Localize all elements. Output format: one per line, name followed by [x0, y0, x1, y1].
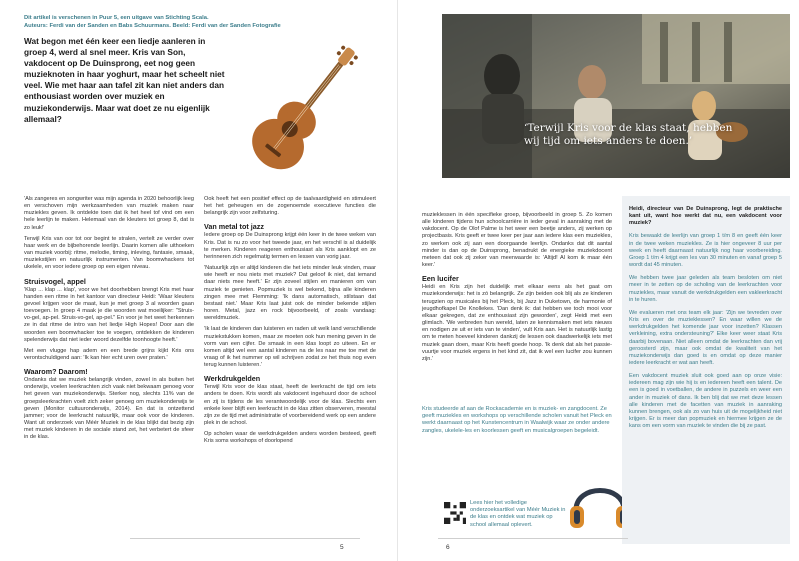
article-column-2	[204, 196, 376, 450]
sidebar-paragraph: Een vakdocent muziek sluit ook goed aan op onze visie: iedereen mag zijn wie hij is en iedereen heeft een talent. De een is goed in voetballen, de andere in puzzels en weer een ander in muziek of dans. Ik ben blij dat we met deze lessen alle kinderen met de facetten van muziek in aanraking kunnen brengen, ook als zo van huis uit de mogelijkheid niet krijgen. Er is meer dan popmuziek en hiermee krijgen ze de kans om een vorm van muziek te vinden die bij ze past.	[629, 373, 782, 430]
article-column-3	[422, 212, 612, 367]
paragraph: Ook heeft het een positief effect op de taalvaardigheid en stimuleert het het geheugen en de zogenoemde executieve functies die belangrijk zijn voor zelfsturing.	[204, 196, 376, 217]
footer-rule	[438, 538, 628, 539]
article-column-1	[24, 196, 194, 446]
paragraph: 'Klap ... klap ... klap', voor we het doorhebben brengt Kris met haar handen een ritme in het kantoor van directeur Heidi: 'Waar kleuters gevoel krijgen voor de maat, kun je met groep 3 al woorden gaan toevoegen. In groep 4 maak je die woorden wat moeilijker: "Struis-vo-gel, ap-pel. Struis-vo-gel, ap-pel." En voor je het weet herkennen ze in dat ritme de intro van het liedje High Hopes! Door aan die woorden een boomwhacker toe te voegen, ontdekken de kinderen spelenderwijs dat niet ieder woord dezelfde toonhoogte heeft.'	[24, 286, 194, 343]
paragraph: 'Ik laat de kinderen dan luisteren en raden uit welk land verschillende muziekstukken komen, maar ze moeten ook hun mening geven in de vorm van een cijfer. De smaak in een klas loopt zo uiteen. En er komen altijd wel een aantal kinderen na de les naar me toe met de vraag of ik het nummer op wil schrijven zodat ze het thuis nog even terug kunnen luisteren.'	[204, 326, 376, 369]
intro-paragraph: Wat begon met één keer een liedje aanleren in groep 4, werd al snel meer. Kris van Son, vakdocent op De Duinsprong, eet nog geen muzieknoten in haar yoghurt, maar het scheelt niet veel. Wie met haar aan tafel zit kan niet anders dan enthousiast worden over muziek en muziekonderwijs. Maar wat doet ze nu eigenlijk allemaal?	[24, 36, 225, 124]
sidebar-text	[629, 206, 782, 436]
qr-caption[interactable]: Lees hier het volledige onderzoeksartikel van Méér Muziek in de klas en ontdek wat muziek op school allemaal oplevert.	[470, 500, 566, 528]
classroom-photo-image	[442, 14, 790, 178]
sidebar-paragraph: We hebben twee jaar geleden als team besloten om niet meer in te zetten op de scholing van de leerkrachten voor muziekles, maar vanuit de werkdrukgelden een vakleerkracht in te huren.	[629, 275, 782, 303]
paragraph: 'Natuurlijk zijn er altijd kinderen die het iets minder leuk vinden, maar wie heeft er nou niets met muziek? Dat geloof ik niet, dat iemand daar niets mee heeft.' Er zijn zoveel stijlen en manieren om van muziek te genieten. Popmuziek is wel bekend, bijna alle kinderen zingen mee met Flemming: 'Ik dans automatisch, stilstaan dat bestaat niet.' Maar Kris laat juist ook de minder bekende stijlen horen. Metal, jazz en rock bijvoorbeeld, of zoals vandaag: wereldmuziek.	[204, 265, 376, 322]
subheading: Een lucifer	[422, 274, 459, 284]
author-caption: Kris studeerde af aan de Rockacademie en is muziek- en zangdocent. Ze geeft muziekles en workshops op verschillende scholen vanuit het Pleck en werkt daarnaast op het Kunstencentrum in Waalwijk waar ze onder andere zangles, ukelele-les en koorlessen geeft en musicalgroepen begeleidt.	[422, 406, 612, 434]
paragraph: Op scholen waar de werkdrukgelden anders worden besteed, geeft Kris soms workshops of doorlopend	[204, 431, 376, 445]
page-number: 5	[340, 544, 344, 551]
paragraph: Iedere groep op De Duinsprong krijgt één keer in de twee weken van Kris. Dat is nu zo voor het tweede jaar, en het verschil is al duidelijk te merken. Kinderen reageren enthousiast als Kris aanklopt en ze herinneren zich regelmatig termen en lessen van vorig jaar.	[204, 232, 376, 260]
credit-line: Dit artikel is verschenen in Puur 5, een uitgave van Stichting Scala.	[24, 15, 209, 21]
paragraph: 'Als zangeres en songwriter was mijn agenda in 2020 behoorlijk leeg en verschoven mijn werkzaamheden van muziek maken naar muziekles geven. Ik ontdekte toen dat ik het heel tof vind om een hele leerlijn te maken. Helemaal van de kleuters tot groep 8, dat is zo leuk!'	[24, 196, 194, 231]
pull-quote: ‘Terwijl Kris voor de klas staat, hebben wij tijd om iets anders te doen.’	[524, 122, 733, 147]
paragraph: Heidi en Kris zijn het duidelijk met elkaar eens als het gaat om muziekonderwijs: het is zó belangrijk. Ze zijn beiden ook blij als ze kinderen terugzien op musicales bij het Pleck, bij Jazz in Duketown, de harmonie of jeugdhofkapel De Knollekes. 'Dan denk ik: dat hebben we toch mooi voor elkaar gekregen, dat ze enthousiast zijn geworden', zegt Heidi met een glimlach. 'We verbreden hun wereld, laten ze kennismaken met iets nieuws en nodigen ze uit er iets van te vinden', vult Kris aan. Het is natuurlijk lastig om te meten hoeveel kinderen dankzij de lessen ook daadwerkelijk iets met muziek gaan doen, maar Kris heeft goede hoop. 'Ik denk dat als het passie-vuurtje voor muziek ergens in het kind zit, dat ik wel een lucifer zou kunnen zijn.'	[422, 284, 612, 362]
subheading: Struisvogel, appel	[24, 276, 86, 286]
interview-sidebar	[622, 196, 790, 544]
paragraph: Ondanks dat we muziek belangrijk vinden, zowel in als buiten het onderwijs, voelen leerkrachten zich vaak niet bekwaam genoeg voor het geven van muziekonderwijs. Sterker nog, slechts 11% van de groepsleerkrachten voelt zich zeker genoeg om muziekonderwijs te geven (Monitor cultuuronderwijs, 2014). En dat is ontzettend jammer; voor de leerkracht natuurlijk, maar ook voor de kinderen. Want uit onderzoek van Méér Muziek in de klas blijkt dat bezig zijn met muziek kinderen in de sociale stand zet, het verbetert de sfeer in de klas.	[24, 377, 194, 441]
sidebar-paragraph: Kris bewaakt de leerlijn van groep 1 t/m 8 en geeft één keer in de twee weken muziekles. Ze is hier ongeveer 8 uur per week en heeft daarnaast natuurlijk nog haar voorbereiding. Groep 1 t/m 4 krijgt een les van 30 minuten en vanaf groep 5 wordt dat 45 minuten.	[629, 233, 782, 269]
subheading: Waarom? Daarom!	[24, 367, 88, 377]
footer-rule	[130, 538, 360, 539]
subheading: Van metal tot jazz	[204, 222, 264, 232]
left-page	[0, 0, 398, 561]
paragraph: Met een vlugge hap adem en een brede grijns kijkt Kris ons verontschuldigend aan: 'Ik kan hier echt uren over praten.'	[24, 347, 194, 361]
guitar-illustration	[232, 32, 382, 182]
page-number: 6	[446, 544, 450, 551]
qr-code[interactable]	[444, 502, 466, 524]
paragraph: Terwijl Kris van oor tot oor begint te stralen, vertelt ze verder over haar werk en de bijbehorende leerlijn. Daarin komen alle uithoeken van muziek voorbij: ritme, melodie, timing, inleving, fantasie, smaak, muziekstijlen en natuurlijk instrumenten. Van boomwhackers tot ukelele, en voor iedere groep op een eigen niveau.	[24, 235, 194, 271]
paragraph: Terwijl Kris voor de klas staat, heeft de leerkracht de tijd om iets anders te doen. Kris wordt als vakdocent ingehuurd door de school en zij is tijdens de les verantwoordelijk voor de klas. Slechts een enkele keer blijft een leerkracht in de klas zitten observeren, meestal zijn ze de tijd met administratie of voorbereidend werk op een andere plek in de school.	[204, 384, 376, 427]
right-page	[398, 0, 799, 561]
sidebar-paragraph: We evalueren met ons team elk jaar: 'Zijn we tevreden over Kris en over de muzieklessen? En waar willen we de werkdrukgelden het komende jaar voor inzetten? Klassen verkleining, extra ondersteuning?' Elke keer weer staat Kris daarbij bovenaan. Niet alleen omdat de leerkrachten dan vrij geroosterd zijn, maar ook omdat de kwaliteit van het muziekonderwijs dan goed is en omdat op deze manier iedere leerkracht er wat aan heeft.	[629, 309, 782, 366]
subheading: Werkdrukgelden	[204, 374, 261, 384]
paragraph: muzieklessen in één specifieke groep, bijvoorbeeld in groep 5. Zo komen alle kinderen tijdens hun schoolcarrière in ieder geval in aanraking met de vakdocent. Op de Olof Palme is het weer een beetje anders, zij werken op projectbasis. Kris geeft er twee keer per jaar aan iedere klas een muziekles, zo werken ook zij aan een doorgaande leerlijn. Ondanks dat dit aantal minder is dan op de Duinsprong, benadrukt de energieke muziekdocent meteen dat ook zij zeker van meerwaarde is: 'Altijd! Al kom ik maar één keer.'	[422, 212, 612, 269]
sidebar-intro: Heidi, directeur van De Duinsprong, legt de praktische kant uit, want hoe werkt dat nu, een vakdocent voor muziek?	[629, 206, 782, 227]
authors-line: Auteurs: Ferdi van der Sanden en Babs Schuurmans. Beeld: Ferdi van der Sanden Fotografie	[24, 23, 281, 29]
classroom-photo	[442, 14, 790, 178]
